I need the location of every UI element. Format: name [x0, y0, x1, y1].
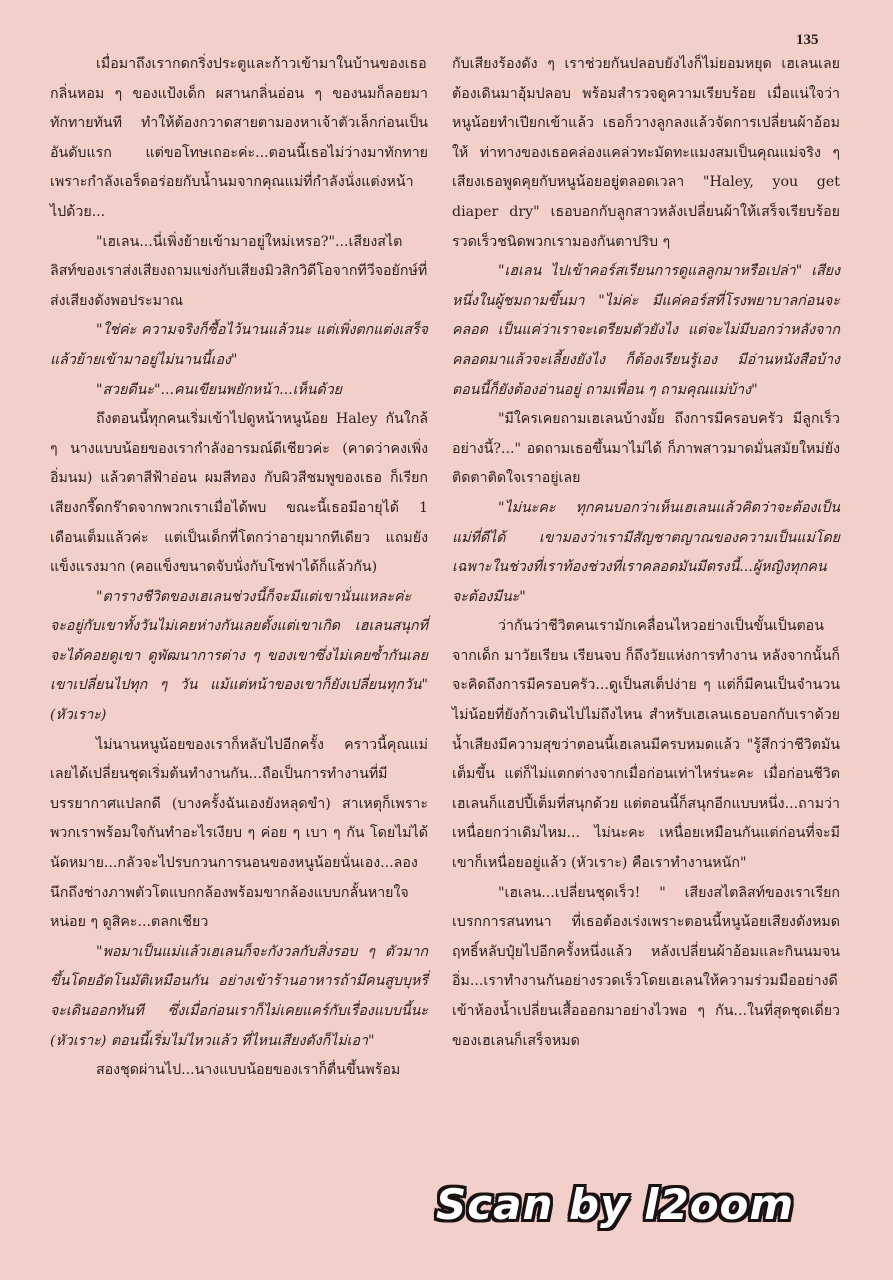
scan-watermark: Scan by l2oom [436, 1180, 795, 1229]
left-column [50, 50, 428, 1086]
paragraph: "เฮเลน...นี่เพิ่งย้ายเข้ามาอยู่ใหม่เหรอ?"...เสียงสไตลิสท์ของเราส่งเสียงถามแข่งกับเสียงมิวสิกวิดีโอจากทีวีจอยักษ์ที่ส่งเสียงดังพอประมาณ [50, 233, 428, 309]
paragraph-quote: "ไม่นะคะ ทุกคนบอกว่าเห็นเฮเลนแล้วคิดว่าจะต้องเป็นแม่ที่ดีได้ เขามองว่าเรามีสัญชาตญาณของความเป็นแม่โดยเฉพาะในช่วงที่เราท้องช่วงที่เราคลอดมันมีตรงนี้...ผู้หญิงทุกคนจะต้องมีนะ" [452, 499, 840, 605]
paragraph: เมื่อมาถึงเรากดกริ่งประตูและก้าวเข้ามาในบ้านของเธอ กลิ่นหอม ๆ ของแป้งเด็ก ผสานกลิ่นอ่อน ๆ ของนมก็ลอยมาทักทายทันที ทำให้ต้องกวาดสายตามองหาเจ้าตัวเล็กก่อนเป็นอันดับแรก แต่ขอโทษเถอะค่ะ...ตอนนี้เธอไม่ว่างมาทักทาย เพราะกำลังเอร็ดอร่อยกับน้ำนมจากคุณแม่ที่กำลังนั่งแต่งหน้าไปด้วย... [50, 56, 428, 220]
paragraph: "เฮเลน...เปลี่ยนชุดเร็ว! " เสียงสไตลิสท์ของเราเรียกเบรกการสนทนา ที่เธอต้องเร่งเพราะตอนนี้หนูน้อยเสียงดังหมดฤทธิ์หลับปุ๋ยไปอีกครั้งหนึ่งแล้ว หลังเปลี่ยนผ้าอ้อมและกินนมจนอิ่ม...เราทำงานกันอย่างรวดเร็วโดยเฮเลนให้ความร่วมมืออย่างดี เข้าห้องน้ำเปลี่ยนเสื้อออกมาอย่างไวพอ ๆ กัน...ในที่สุดชุดเดี่ยวของเฮเลนก็เสร็จหมด [452, 884, 840, 1049]
paragraph-quote: "ตารางชีวิตของเฮเลนช่วงนี้ก็จะมีแต่เขานั่นแหละค่ะ จะอยู่กับเขาทั้งวันไม่เคยห่างกันเลยตั้งแต่เขาเกิด เฮเลนสนุกที่จะได้คอยดูเขา ดูพัฒนาการต่าง ๆ ของเขาซึ่งไม่เคยซ้ำกันเลย เขาเปลี่ยนไปทุก ๆ วัน แม้แต่หน้าของเขาก็ยังเปลี่ยนทุกวัน" (หัวเราะ) [50, 588, 428, 724]
paragraph-quote: "ใช่ค่ะ ความจริงก็ซื้อไว้นานแล้วนะ แต่เพิ่งตกแต่งเสร็จ แล้วย้ายเข้ามาอยู่ไม่นานนี้เอง" [50, 322, 428, 368]
paragraph-quote: "พอมาเป็นแม่แล้วเฮเลนก็จะกังวลกับสิ่งรอบ ๆ ตัวมากขึ้นโดยอัตโนมัติเหมือนกัน อย่างเข้าร้านอาหารถ้ามีคนสูบบุหรี่จะเดินออกทันที ซึ่งเมื่อก่อนเราก็ไม่เคยแคร์กับเรื่องแบบนี้นะ (หัวเราะ) ตอนนี้เริ่มไม่ไหวแล้ว ที่ไหนเสียงดังก็ไม่เอา" [50, 943, 428, 1049]
paragraph: ว่ากันว่าชีวิตคนเรามักเคลื่อนไหวอย่างเป็นขั้นเป็นตอน จากเด็ก มาวัยเรียน เรียนจบ ก็ถึงวัยแห่งการทำงาน หลังจากนั้นก็จะคิดถึงการมีครอบครัว...ดูเป็นสเต็ปง่าย ๆ แต่ก็มีคนเป็นจำนวนไม่น้อยที่ยังก้าวเดินไปไม่ถึงไหน สำหรับเฮเลนเธอบอกกับเราด้วยน้ำเสียงมีความสุขว่าตอนนี้เฮเลนมีครบหมดแล้ว "รู้สึกว่าชีวิตมันเต็มขึ้น แต่ก็ไม่แตกต่างจากเมื่อก่อนเท่าไหร่นะคะ เมื่อก่อนชีวิตเฮเลนก็แฮปปี้เต็มที่สนุกด้วย แต่ตอนนี้ก็สนุกอีกแบบหนึ่ง...ถามว่าเหนื่อยกว่าเดิมไหม... ไม่นะคะ เหนื่อยเหมือนกันแต่ก่อนที่จะมีเขาก็เหนื่อยอยู่แล้ว (หัวเราะ) คือเราทำงานหนัก" [452, 618, 840, 872]
paragraph: "สวยดีนะ"...คนเขียนพยักหน้า...เห็นด้วย [96, 381, 342, 398]
paragraph: ไม่นานหนูน้อยของเราก็หลับไปอีกครั้ง คราวนี้คุณแม่เลยได้เปลี่ยนชุดเริ่มต้นทำงานกัน...ถือเป็นการทำงานที่มีบรรยากาศแปลกดี (บางครั้งฉันเองยังหลุดขำ) สาเหตุก็เพราะพวกเราพร้อมใจกันทำอะไรเงียบ ๆ ค่อย ๆ เบา ๆ กัน โดยไม่ได้นัดหมาย...กลัวจะไปรบกวนการนอนของหนูน้อยนั่นเอง...ลองนึกถึงช่างภาพตัวโตแบกกล้องพร้อมขากล้องแบบกลั้นหายใจหน่อย ๆ ดูสิคะ...ตลกเชียว [50, 736, 428, 931]
paragraph: ถึงตอนนี้ทุกคนเริ่มเข้าไปดูหน้าหนูน้อย Haley กันใกล้ ๆ นางแบบน้อยของเรากำลังอารมณ์ดีเชียวค่ะ (คาดว่าคงเพิ่งอิ่มนม) แล้วตาสีฟ้าอ่อน ผมสีทอง กับผิวสีชมพูของเธอ ก็เรียกเสียงกรี๊ดกร๊าดจากพวกเราเมื่อได้พบ ขณะนี้เธอมีอายุได้ 1 เดือนเต็มแล้วค่ะ แต่เป็นเด็กที่โตกว่าอายุมากทีเดียว แถมยังแข็งแรงมาก (คอแข็งขนาดจับนั่งกับโซฟาได้ก็แล้วกัน) [50, 411, 428, 576]
paragraph-quote: "เฮเลน ไปเข้าคอร์สเรียนการดูแลลูกมาหรือเปล่า" เสียงหนึ่งในผู้ชมถามขึ้นมา "ไม่ค่ะ มีแค่คอร์สที่โรงพยาบาลก่อนจะคลอด เป็นแค่ว่าเราจะเตรียมตัวยังไง แต่จะไม่มีบอกว่าหลังจากคลอดมาแล้วจะเลี้ยงยังไง ก็ต้องเรียนรู้เอง มีอ่านหนังสือบ้าง ตอนนี้ก็ยังต้องอ่านอยู่ ถามเพื่อน ๆ ถามคุณแม่บ้าง" [452, 263, 840, 398]
paragraph: "มีใครเคยถามเฮเลนบ้างมั้ย ถึงการมีครอบครัว มีลูกเร็วอย่างนี้?..." อดถามเธอขึ้นมาไม่ได้ ก็ภาพสาวมาดมั่นสมัยใหม่ยังติดตาติดใจเราอยู่เลย [452, 411, 840, 487]
right-column [452, 50, 840, 1056]
paragraph: สองชุดผ่านไป...นางแบบน้อยของเราก็ตื่นขึ้นพร้อม [96, 1062, 401, 1079]
page-number: 135 [796, 32, 819, 48]
paragraph: กับเสียงร้องดัง ๆ เราช่วยกันปลอบยังไงก็ไม่ยอมหยุด เฮเลนเลยต้องเดินมาอุ้มปลอบ พร้อมสำรวจดูความเรียบร้อย เมื่อแน่ใจว่าหนูน้อยทำเปียกเข้าแล้ว เธอก็วางลูกลงแล้วจัดการเปลี่ยนผ้าอ้อมให้ ท่าทางของเธอคล่องแคล่วทะมัดทะแมงสมเป็นคุณแม่จริง ๆ เสียงเธอพูดคุยกับหนูน้อยอยู่ตลอดเวลา "Haley, you get diaper dry" เธอบอกกับลูกสาวหลังเปลี่ยนผ้าให้เสร็จเรียบร้อย รวดเร็วชนิดพวกเรามองกันตาปริบ ๆ [452, 56, 840, 250]
